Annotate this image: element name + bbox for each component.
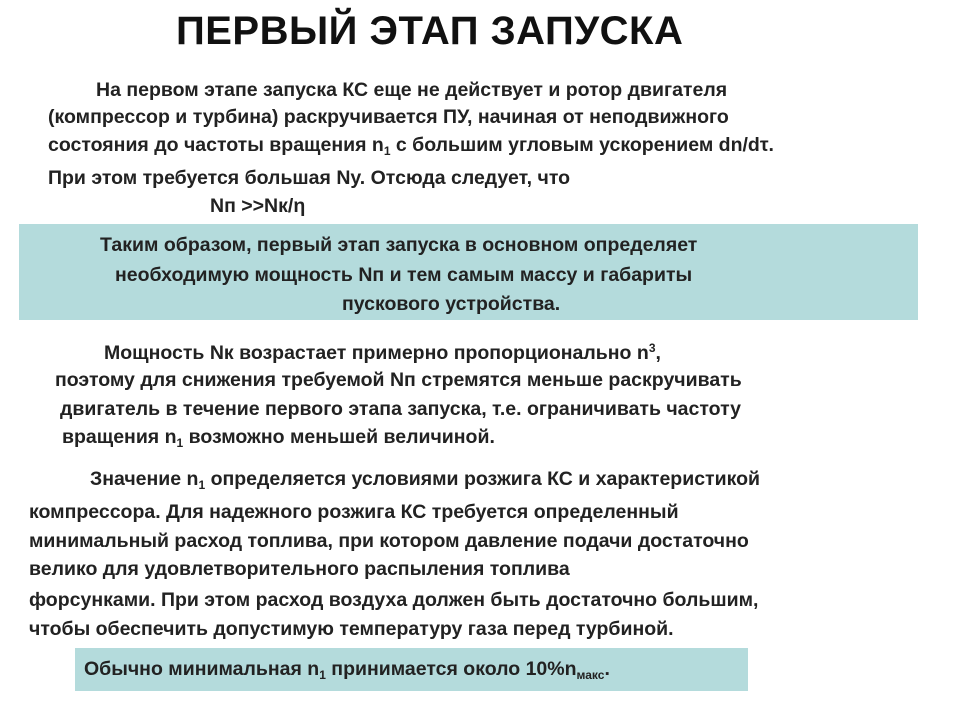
paragraph-line: Мощность Nк возрастает примерно пропорционально $n^3$, (104, 341, 661, 364)
conclusion-text: Обычно минимальная $n_1$ принимается около $10\%n_{макс}$. (84, 658, 610, 682)
paragraph-line: (компрессор и турбина) раскручивается ПУ, начиная от неподвижного (48, 106, 729, 128)
conclusion-box (75, 648, 748, 691)
highlight-line: пускового устройства. (342, 293, 561, 315)
paragraph-line: состояния до частоты вращения $n_1$ с большим угловым ускорением dn/dτ. (48, 134, 774, 158)
paragraph-line: Значение $n_1$ определяется условиями розжига КС и характеристикой (90, 468, 760, 492)
highlight-box (19, 224, 918, 320)
paragraph-line: компрессора. Для надежного розжига КС требуется определенный (29, 501, 679, 523)
highlight-line: необходимую мощность Nп и тем самым массу и габариты (115, 264, 693, 286)
page-title: ПЕРВЫЙ ЭТАП ЗАПУСКА (176, 9, 684, 53)
paragraph-line: На первом этапе запуска КС еще не действует и ротор двигателя (96, 79, 728, 101)
highlight-line: Таким образом, первый этап запуска в основном определяет (100, 234, 698, 256)
paragraph-line: вращения $n_1$ возможно меньшей величиной. (62, 426, 495, 450)
paragraph-line: чтобы обеспечить допустимую температуру газа перед турбиной. (29, 618, 674, 640)
paragraph-line: двигатель в течение первого этапа запуска, т.е. ограничивать частоту (60, 398, 741, 420)
paragraph-line: форсунками. При этом расход воздуха должен быть достаточно большим, (29, 589, 759, 611)
paragraph-line: поэтому для снижения требуемой Nп стремятся меньше раскручивать (55, 369, 742, 391)
formula: Nп >>Nк/η (210, 195, 306, 217)
paragraph-line: велико для удовлетворительного распыления топлива (29, 558, 570, 580)
paragraph-line: минимальный расход топлива, при котором давление подачи достаточно (29, 530, 749, 552)
paragraph-line: При этом требуется большая Ny. Отсюда следует, что (48, 167, 571, 189)
